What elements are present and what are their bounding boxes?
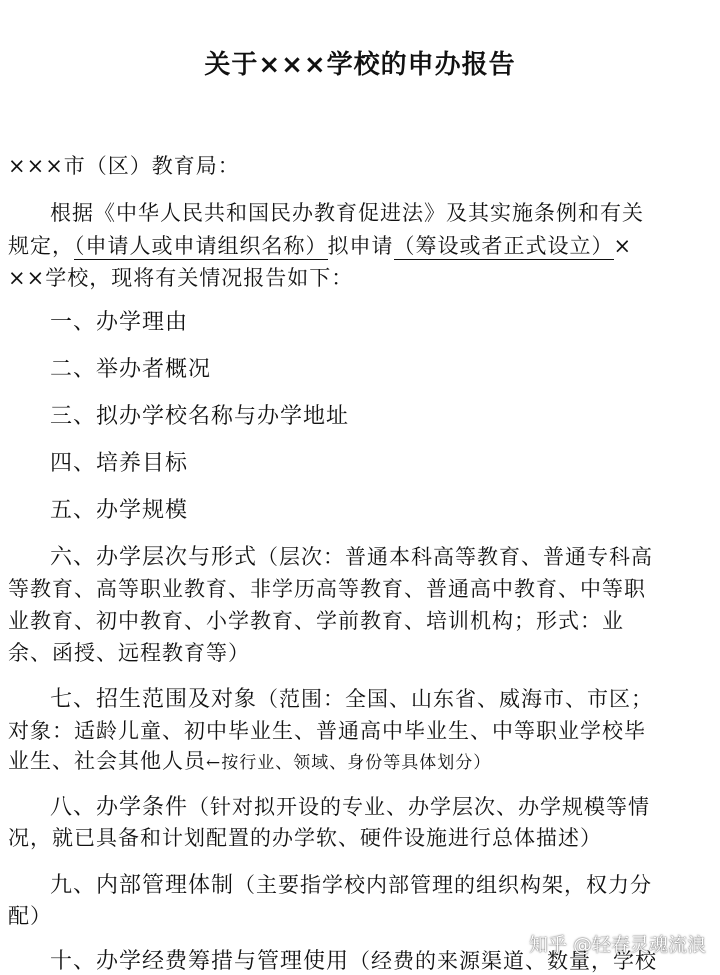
section-note-line: 况，就已具备和计划配置的办学软、硬件设施进行总体描述） <box>8 826 602 850</box>
section-heading: 四、培养目标 <box>50 451 189 476</box>
section-note-line: 配） <box>8 904 52 928</box>
section-note-line: 等教育、高等职业教育、非学历高等教育、普通高中教育、中等职 <box>8 577 646 601</box>
section-heading: 二、举办者概况 <box>50 357 212 382</box>
intro-text: 拟申请 <box>327 234 394 258</box>
section-label: 十、办学经费筹措与管理使用 <box>50 949 350 974</box>
section-note: （经费的来源渠道、数量，学校 <box>349 949 658 973</box>
section-heading: 五、办学规模 <box>50 498 189 523</box>
section-note-line: 对象：适龄儿童、初中毕业生、普通高中毕业生、中等职业学校毕 <box>8 719 646 743</box>
intro-line-2 <box>8 230 632 260</box>
section-note: （范围：全国、山东省、威海市、市区； <box>257 687 654 711</box>
intro-line-1: 根据《中华人民共和国民办教育促进法》及其实施条例和有关 <box>50 201 644 225</box>
section-heading <box>50 540 653 571</box>
section-heading <box>50 868 652 899</box>
section-label: 七、招生范围及对象 <box>50 687 258 712</box>
intro-text: 规定， <box>8 234 74 258</box>
section-heading <box>50 682 653 713</box>
section-note: （层次：普通本科高等教育、普通专科高 <box>257 545 654 569</box>
establish-type-blank: （筹设或者正式设立） <box>393 234 614 258</box>
addressee: ×××市（区）教育局： <box>8 154 240 178</box>
section-note-line <box>8 745 491 775</box>
section-note: （针对拟开设的专业、办学层次、办学规模等情 <box>188 795 651 819</box>
section-label: 九、内部管理体制 <box>50 873 235 898</box>
intro-line-3: ××学校，现将有关情况报告如下： <box>8 266 354 290</box>
section-note-line: 业教育、初中教育、小学教育、学前教育、培训机构；形式：业 <box>8 609 624 633</box>
zhihu-watermark: 知乎 @轻春灵魂流浪 <box>528 934 706 956</box>
applicant-name-blank: （申请人或申请组织名称） <box>74 234 328 258</box>
section-label: 六、办学层次与形式 <box>50 545 258 570</box>
handwritten-annotation: ←按行业、领域、身份等具体划分） <box>206 753 492 773</box>
section-heading <box>50 790 650 821</box>
section-label: 八、办学条件 <box>50 795 189 820</box>
section-note-text: 业生、社会其他人员 <box>8 749 206 773</box>
intro-text: × <box>613 234 633 258</box>
section-note: （主要指学校内部管理的组织构架，权力分 <box>234 873 653 897</box>
section-note-line: 余、函授、远程教育等） <box>8 641 250 665</box>
document-title: 关于×××学校的申办报告 <box>204 50 516 80</box>
section-heading: 三、拟办学校名称与办学地址 <box>50 404 350 429</box>
section-heading: 一、办学理由 <box>50 310 189 335</box>
